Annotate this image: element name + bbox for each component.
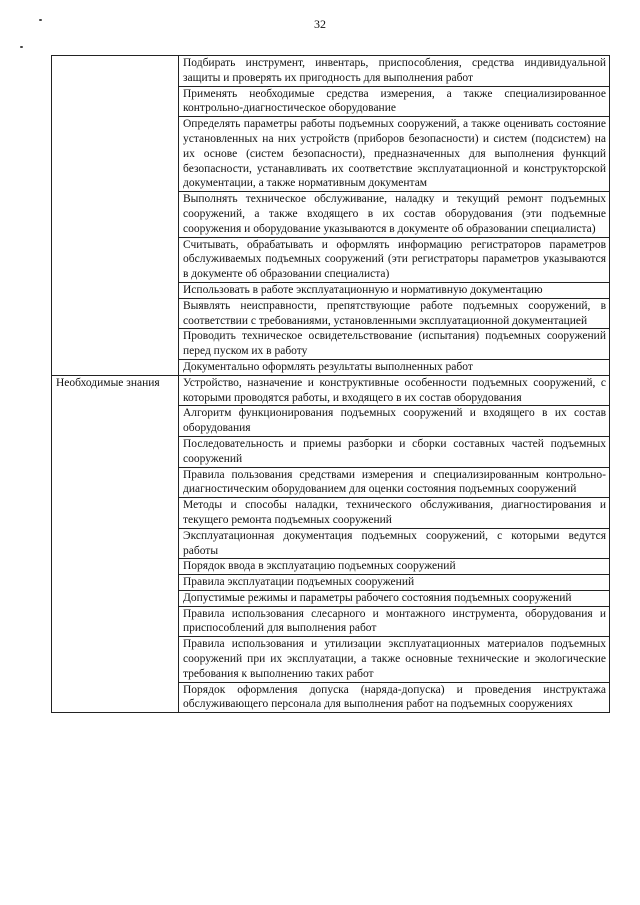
requirement-item: Правила пользования средствами измерения и специализированным контрольно-диагностическим оборудованием для оценки состояния подъемных сооружений: [179, 467, 610, 498]
requirement-item: Порядок оформления допуска (наряда-допуска) и проведения инструктажа обслуживающего персонала для выполнения работ на подъемных сооружениях: [179, 682, 610, 713]
requirement-item: Выявлять неисправности, препятствующие работе подъемных сооружений, в соответствии с требованиями, установленными эксплуатационной документацией: [179, 298, 610, 329]
table-row: [52, 56, 610, 87]
scan-speck: [39, 19, 42, 21]
requirement-item: Допустимые режимы и параметры рабочего состояния подъемных сооружений: [179, 590, 610, 606]
requirement-item: Последовательность и приемы разборки и сборки составных частей подъемных сооружений: [179, 436, 610, 467]
page-number: 32: [314, 17, 326, 31]
requirement-item: Эксплуатационная документация подъемных сооружений, с которыми ведутся работы: [179, 528, 610, 559]
section-heading: Необходимые знания: [52, 375, 179, 713]
requirement-item: Документально оформлять результаты выполненных работ: [179, 359, 610, 375]
requirement-item: Выполнять техническое обслуживание, наладку и текущий ремонт подъемных сооружений, а также входящего в их состав оборудования (эти подъемные сооружения и оборудование указываются в документе об образовании специалиста): [179, 192, 610, 237]
requirement-item: Правила использования слесарного и монтажного инструмента, оборудования и приспособлений для выполнения работ: [179, 606, 610, 637]
requirement-item: Определять параметры работы подъемных сооружений, а также оценивать состояние установленных на них устройств (приборов безопасности) и систем (подсистем) на их основе (систем безопасности), предназначенных для выполнения функций безопасности, устанавливать их соответствие эксплуатационной и конструкторской документации, а также нормативным документам: [179, 117, 610, 192]
requirement-item: Алгоритм функционирования подъемных сооружений и входящего в их состав оборудования: [179, 406, 610, 437]
requirement-item: Порядок ввода в эксплуатацию подъемных сооружений: [179, 559, 610, 575]
requirement-item: Подбирать инструмент, инвентарь, приспособления, средства индивидуальной защиты и проверять их пригодность для выполнения работ: [179, 56, 610, 87]
requirement-item: Использовать в работе эксплуатационную и нормативную документацию: [179, 282, 610, 298]
scan-speck: [20, 46, 23, 48]
requirement-item: Правила эксплуатации подъемных сооружений: [179, 575, 610, 591]
section-heading: [52, 56, 179, 376]
requirement-item: Методы и способы наладки, технического обслуживания, диагностирования и текущего ремонта подъемных сооружений: [179, 498, 610, 529]
requirements-table: [51, 55, 610, 713]
requirement-item: Применять необходимые средства измерения, а также специализированное контрольно-диагностическое оборудование: [179, 86, 610, 117]
requirement-item: Правила использования и утилизации эксплуатационных материалов подъемных сооружений при их эксплуатации, а также основные технические и экологические требования к выполнению таких работ: [179, 637, 610, 682]
requirement-item: Проводить техническое освидетельствование (испытания) подъемных сооружений перед пуском их в работу: [179, 329, 610, 360]
table-row: [52, 375, 610, 406]
requirement-item: Устройство, назначение и конструктивные особенности подъемных сооружений, с которыми проводятся работы, и входящего в их состав оборудования: [179, 375, 610, 406]
requirement-item: Считывать, обрабатывать и оформлять информацию регистраторов параметров обслуживаемых подъемных сооружений (эти регистраторы параметров указываются в документе об образовании специалиста): [179, 237, 610, 282]
